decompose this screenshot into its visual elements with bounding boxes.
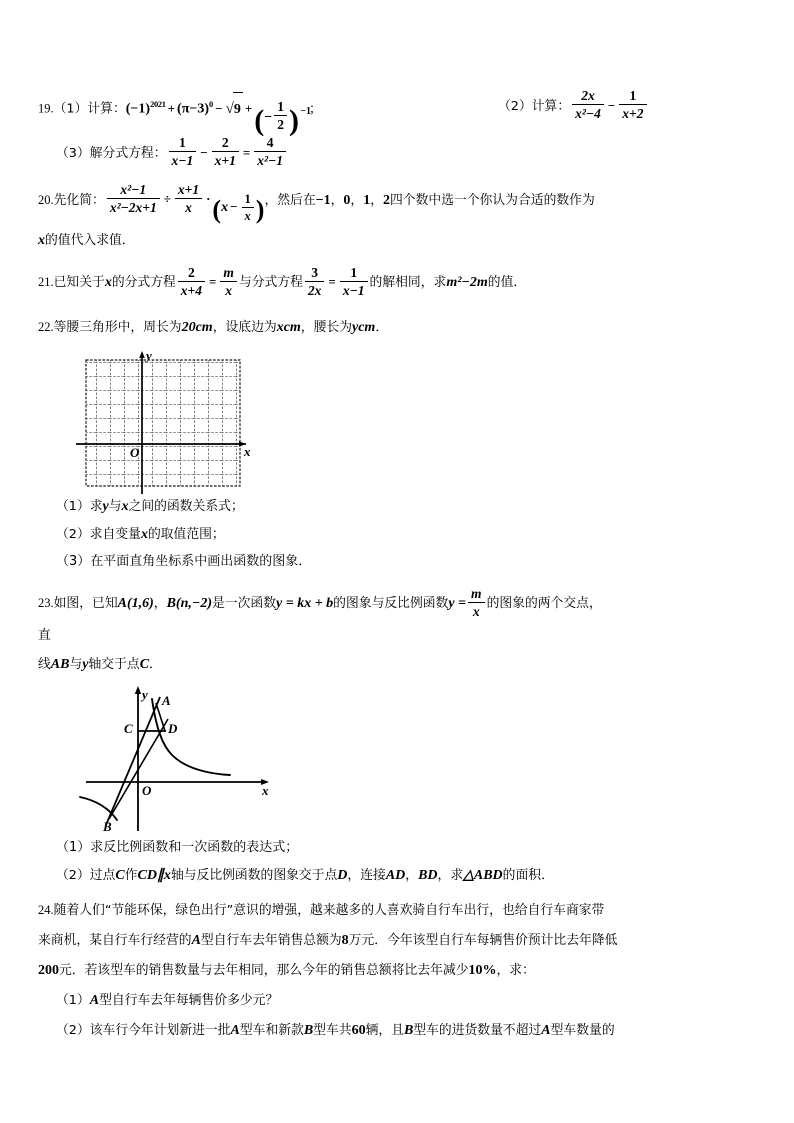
q21-text4: 的解相同，求 <box>369 275 447 291</box>
q24-sub2-m2: 型车共 <box>313 1023 352 1039</box>
q23-point-a: A(1,6) <box>117 596 154 612</box>
fraction-numerator: x²−1 <box>120 181 147 197</box>
fraction-numerator: 3 <box>311 264 319 280</box>
q20-choice-2: 1 <box>363 192 371 208</box>
q23-segment-ab: AB <box>50 657 70 673</box>
q24-line1: 随着人们“节能环保，绿色出行”意识的增强，越来越多的人喜欢骑自行车出行，也给自行车商家带 <box>53 903 605 919</box>
q20-fraction2 <box>175 182 202 215</box>
q20-fraction1 <box>107 182 160 215</box>
fraction-denominator: x+4 <box>178 281 205 298</box>
point-label-d: D <box>168 721 178 737</box>
q23-text1: 如图，已知 <box>53 596 118 612</box>
fraction-denominator: 2x <box>305 281 325 298</box>
fraction-denominator: x²−2x+1 <box>107 198 160 215</box>
q20-choice-0: −1 <box>315 192 331 208</box>
fraction-numerator: 4 <box>266 134 274 150</box>
q24-sales-total: 8 <box>341 933 349 949</box>
question-19-part3 <box>38 135 776 172</box>
fraction-numerator: 1 <box>179 134 186 150</box>
question-23 <box>38 585 758 622</box>
q24-line3-mid: 元．若该型车的销售数量与去年相同，那么今年的销售总额将比去年减少 <box>59 963 469 979</box>
q20-line2-text: 的值代入求值． <box>45 233 135 249</box>
q19-p1-term2: (π−3) <box>177 101 210 117</box>
q19-p2-minus: − <box>607 97 616 113</box>
q19-p2-fraction1 <box>572 88 604 121</box>
q19-part3-label: （3）解分式方程： <box>56 145 167 161</box>
q24-line3-end: ，求： <box>496 963 535 979</box>
q22-text4: ． <box>375 320 389 336</box>
point-label-c: C <box>124 721 133 737</box>
q23-sub2-cd-parallel: CD∥x <box>137 868 171 884</box>
q20-label: 先化简： <box>53 192 105 208</box>
q23-text2: 是一次函数 <box>212 596 276 612</box>
q20-number: 20. <box>38 192 54 207</box>
q21-equals2: = <box>328 274 336 290</box>
fraction-denominator: x²−1 <box>254 151 286 168</box>
q24-sub2-total-count: 60 <box>351 1023 366 1039</box>
q24-type-a: A <box>191 933 201 949</box>
q19-p1-paren-exponent: −1 <box>300 105 312 117</box>
q23-hyperbola-figure <box>76 679 286 834</box>
q22-text2: ，设底边为 <box>212 320 277 336</box>
q24-sub2-type-b: B <box>303 1023 314 1039</box>
fraction-denominator: x+1 <box>212 151 239 168</box>
q21-number: 21. <box>38 275 54 290</box>
line-ab <box>106 697 160 825</box>
q24-line3 <box>38 955 758 985</box>
q23-inverse-y: y = <box>448 596 467 612</box>
q20-inner-variable: x <box>221 200 229 216</box>
question-20-line2 <box>38 225 758 256</box>
q20-text-after: 四个数中选一个你认为合适的数作为 <box>390 192 595 208</box>
q19-part1-label: （1）计算： <box>53 101 126 117</box>
q22-coordinate-grid-figure <box>68 348 253 494</box>
q23-text4: 的图象的两个交点， <box>486 596 602 612</box>
q24-percent-drop: 10% <box>468 963 497 979</box>
q22-sub2 <box>38 520 758 548</box>
q23-comma1: ， <box>153 596 167 612</box>
q20-choice-1: 0 <box>343 192 351 208</box>
question-24 <box>38 895 758 925</box>
point-label-b: B <box>103 819 112 835</box>
q23-sub2-mid4: ，求 <box>437 868 464 884</box>
q19-p1-plus2: + <box>244 100 253 116</box>
q24-sub2-pre: （2）该车行今年计划新进一批 <box>56 1023 231 1039</box>
q24-sub2-m1: 型车和新款 <box>239 1023 304 1039</box>
fraction-denominator: x <box>468 602 485 619</box>
question-22 <box>38 311 758 344</box>
q19-p1-base: (−1) <box>125 101 151 117</box>
q22-sub1-var1: y <box>102 499 109 515</box>
y-axis-arrow <box>139 351 145 358</box>
q23-point-c: C <box>139 657 150 673</box>
q23-axis-y: y <box>82 657 89 673</box>
q20-multiply: · <box>206 191 211 207</box>
q23-inverse-fraction <box>468 586 485 619</box>
q22-value-base: xcm <box>276 320 301 336</box>
q23-line-wrap: 直 <box>38 628 51 644</box>
q24-number: 24. <box>38 903 54 918</box>
q21-fraction3 <box>305 265 325 298</box>
q19-number: 19. <box>38 101 54 116</box>
q20-fraction3 <box>242 192 254 223</box>
q24-line2-mid2: 万元．今年该型自行车每辆售价预计比去年降低 <box>348 933 618 949</box>
q23-sub2-mid3: ，连接 <box>347 868 386 884</box>
q24-sub2-type-a: A <box>230 1023 240 1039</box>
q23-point-b: B(n,−2) <box>166 596 213 612</box>
q20-line2-variable: x <box>38 233 45 249</box>
q22-sub1-mid: 与 <box>108 499 122 515</box>
q22-sub1-var2: x <box>121 499 129 515</box>
q23-sub2-mid1: 作 <box>124 868 138 884</box>
worksheet-content <box>38 88 758 1045</box>
q19-p1-plus1: + <box>167 100 176 116</box>
q22-number: 22. <box>38 320 54 335</box>
fraction-denominator: x−1 <box>169 151 197 168</box>
choice-sep-1: ， <box>350 192 364 208</box>
q20-inner-minus: − <box>230 199 238 215</box>
q24-sub2-type-a2: A <box>541 1023 551 1039</box>
q23-sub2-pre: （2）过点 <box>56 868 116 884</box>
fraction-denominator: x−1 <box>340 281 368 298</box>
q22-sub1-pre: （1）求 <box>56 499 103 515</box>
fraction-numerator: m <box>223 264 234 280</box>
y-axis-arrow <box>135 686 141 694</box>
q21-equals1: = <box>209 274 217 290</box>
q24-line2-mid: 型自行车去年销售总额为 <box>200 933 342 949</box>
q22-text1: 等腰三角形中，周长为 <box>53 320 182 336</box>
fraction-numerator: 2x <box>581 88 595 103</box>
point-label-a: A <box>162 693 171 709</box>
q22-sub2-var: x <box>140 527 148 543</box>
hyperbola-branch-q3 <box>80 797 117 820</box>
q22-sub2-post: 的取值范围； <box>147 527 225 543</box>
q21-fraction4 <box>340 265 368 298</box>
question-19 <box>38 88 758 135</box>
q22-sub2-pre: （2）求自变量 <box>56 527 141 543</box>
q24-price-drop: 200 <box>38 963 59 979</box>
q21-fraction2 <box>220 265 237 298</box>
q20-divide: ÷ <box>163 191 171 207</box>
q22-value-perimeter: 20cm <box>181 320 213 336</box>
q21-expression: m²−2m <box>446 275 488 291</box>
q23-sub2-segment-bd: BD <box>418 868 438 884</box>
q22-sub1-post: 之间的函数关系式； <box>128 499 244 515</box>
fraction-denominator: x²−4 <box>572 104 604 121</box>
q21-variable1: x <box>104 275 112 291</box>
q20-choice-3: 2 <box>383 192 390 208</box>
q19-part2-label: （2）计算： <box>498 98 571 114</box>
fraction-numerator: 1 <box>277 98 285 114</box>
paren-right: ) <box>255 195 265 225</box>
question-20 <box>38 182 758 226</box>
q20-text-mid: ，然后在 <box>264 192 316 208</box>
q22-figure-wrapper <box>38 344 758 492</box>
q19-p1-minus: − <box>215 100 223 116</box>
fraction-numerator: 1 <box>244 191 251 206</box>
x-axis-label: x <box>244 444 251 460</box>
q23-text3: 的图象与反比例函数 <box>333 596 449 612</box>
q24-sub2-m5: 型车数量的 <box>550 1023 615 1039</box>
q23-t5-mid: 与 <box>69 657 83 673</box>
q23-sub2-comma: ， <box>405 868 419 884</box>
q19-p1-term2-exponent: 0 <box>209 100 214 109</box>
q19-p1-fraction <box>274 99 287 132</box>
q19-p1-sqrt: √9 <box>225 92 243 127</box>
origin-label: O <box>142 783 152 799</box>
q19-p2-fraction2 <box>619 88 646 121</box>
q23-sub2-mid2: 轴与反比例函数的图象交于点 <box>170 868 338 884</box>
choice-sep-0: ， <box>330 192 344 208</box>
q23-t5-end: ． <box>149 657 162 673</box>
q19-p3-fraction3 <box>254 135 286 168</box>
q19-part2 <box>498 88 649 124</box>
q19-p3-fraction1 <box>169 135 197 168</box>
q23-sub2-point-c: C <box>115 868 125 884</box>
fraction-denominator: x+2 <box>619 104 646 121</box>
q19-p3-minus: − <box>200 144 208 160</box>
choice-sep-2: ， <box>370 192 383 208</box>
q19-p1-paren-group <box>254 98 312 137</box>
q23-figure-wrapper <box>38 679 758 834</box>
q24-sub2 <box>38 1015 758 1045</box>
q23-t5-post: 轴交于点 <box>88 657 140 673</box>
paren-right: ) <box>289 103 300 137</box>
q24-line2-pre: 来商机，某自行车行经营的 <box>38 933 192 949</box>
q22-sub1 <box>38 492 758 520</box>
y-axis-label: y <box>142 687 148 703</box>
q23-linear-equation: y = kx + b <box>276 596 334 612</box>
q23-sub2-triangle: △ABD <box>463 868 503 884</box>
q24-sub1-pre: （1） <box>56 993 90 1009</box>
q24-sub1 <box>38 985 758 1015</box>
q23-sub2-end: 的面积． <box>502 868 554 884</box>
q23-t5-pre: 线 <box>38 657 51 673</box>
q19-p3-fraction2 <box>212 135 239 168</box>
q19-p1-sqrt-value: 9 <box>233 92 243 127</box>
fraction-numerator: 1 <box>350 264 358 280</box>
q23-sub1: （1）求反比例函数和一次函数的表达式； <box>56 840 299 856</box>
q19-p1-semicolon: ； <box>309 101 322 117</box>
question-21 <box>38 264 758 301</box>
q23-number: 23. <box>38 596 54 611</box>
q21-text2: 的分式方程 <box>111 275 176 291</box>
q24-sub2-m4: 型车的进货数量不超过 <box>413 1023 542 1039</box>
q19-p3-equals: = <box>242 144 251 160</box>
paren-left: ( <box>254 103 265 137</box>
q24-line2 <box>38 925 758 955</box>
q21-text1: 已知关于 <box>53 275 105 291</box>
fraction-numerator: 2 <box>221 134 229 150</box>
fraction-denominator: x <box>220 281 237 298</box>
q19-p1-exponent: 2021 <box>150 100 166 109</box>
fraction-numerator: 1 <box>629 88 637 103</box>
q23-sub2-segment-ad: AD <box>385 868 406 884</box>
paren-left: ( <box>212 195 222 225</box>
fraction-denominator: 2 <box>274 115 287 132</box>
hyperbola-branch-q1 <box>152 699 230 775</box>
fraction-denominator: x <box>242 207 254 223</box>
grid-cells <box>86 360 240 486</box>
q20-paren-group <box>212 190 264 225</box>
origin-label: O <box>130 445 140 461</box>
q19-p1-neg: − <box>264 109 273 125</box>
q21-text3: 与分式方程 <box>238 275 303 291</box>
fraction-numerator: 2 <box>188 264 195 280</box>
q23-sub2-point-d: D <box>337 868 348 884</box>
q24-sub1-type-a: A <box>89 993 100 1009</box>
q21-text5: 的值． <box>487 275 527 291</box>
q22-text3: ，腰长为 <box>300 320 352 336</box>
fraction-numerator: x+1 <box>177 181 200 197</box>
q24-sub1-post: 型自行车去年每辆售价多少元？ <box>99 993 279 1009</box>
fraction-denominator: x <box>175 198 202 215</box>
fraction-numerator: m <box>471 585 482 601</box>
q22-value-leg: ycm <box>351 320 376 336</box>
q24-sub2-m3: 辆，且 <box>365 1023 404 1039</box>
x-axis-label: x <box>262 783 269 799</box>
q22-sub3: （3）在平面直角坐标系中画出函数的图象． <box>56 554 312 570</box>
q23-sub2 <box>38 861 758 889</box>
q21-fraction1 <box>178 265 205 298</box>
q23-line2 <box>38 650 758 679</box>
y-axis-label: y <box>146 348 152 364</box>
q24-sub2-type-b2: B <box>403 1023 414 1039</box>
